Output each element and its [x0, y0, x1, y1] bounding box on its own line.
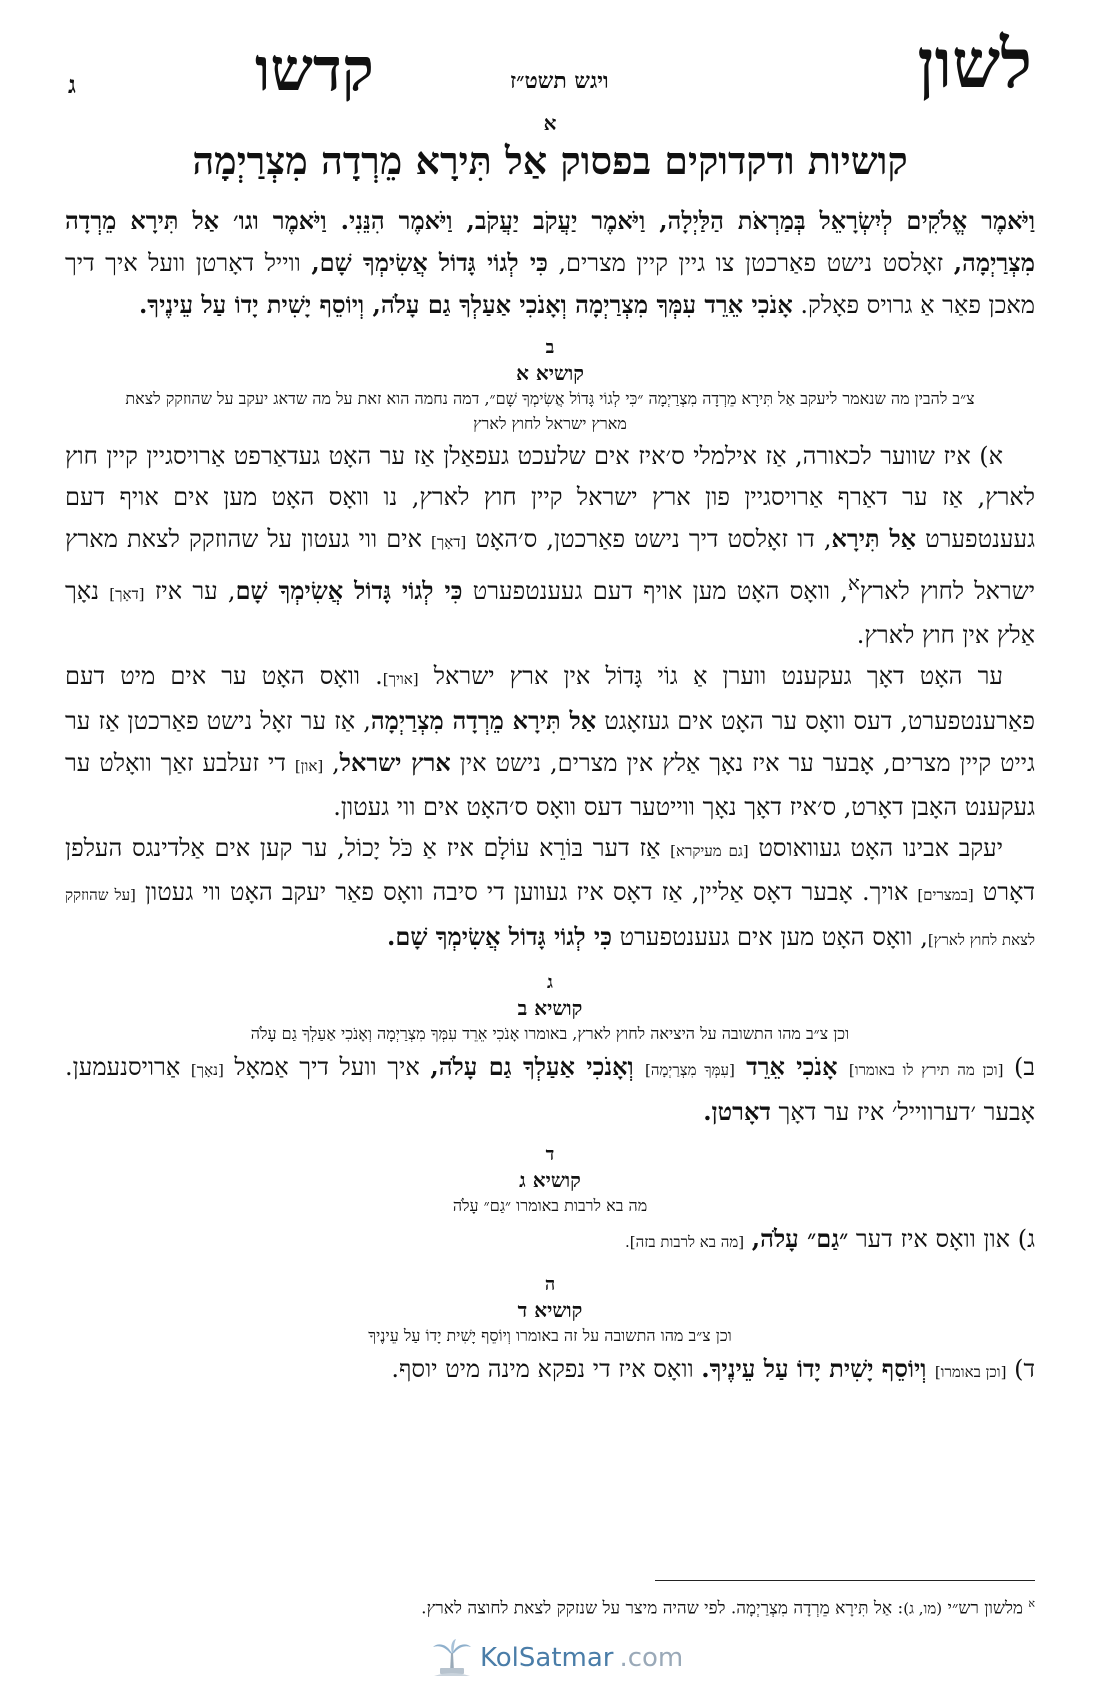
kushya-3-heading: קושיא ג — [519, 1168, 581, 1192]
paragraph-4 — [65, 1046, 1035, 1133]
text-run: , — [323, 749, 340, 777]
bracket-note: [וכן מה תירץ לו באומרו] — [848, 1061, 1004, 1079]
footnote-text: : אַל תִּירָא מֵרְדָה מִצְרַיְמָה. לפי שהיה מיצר על שנזקק לצאת לחוצה לארץ. — [421, 1598, 904, 1619]
footnote-ref[interactable]: א — [847, 571, 860, 595]
text-run: אַרויסנעמען. אָבער ׳דערווייל׳ איז ער דאָך — [65, 1053, 1035, 1126]
bracket-note: [על שהוזקק לצאת לחוץ לארץ] — [65, 886, 1035, 949]
verse-text: זאָלסט נישט פאַרכטן צו גיין קיין מצרים, — [547, 249, 954, 277]
section-letter-h: ה — [544, 1274, 556, 1295]
header-parsha: ויגש תשט״ז — [510, 68, 609, 94]
text-run: , דו זאָלסט דיך נישט פאַרכטן, ס׳האָט — [466, 525, 832, 553]
watermark-domain: .com — [619, 1643, 684, 1673]
text-run: ב) — [1003, 1053, 1035, 1081]
text-run: איך וועל דיך אַמאָל — [223, 1053, 431, 1081]
header-title-left: קדשו — [255, 35, 374, 105]
header-title-right: לשון — [917, 24, 1032, 104]
text-run: וואָס איז די נפקא מינה מיט יוסף. — [391, 1355, 702, 1383]
paragraph-5 — [65, 1218, 1035, 1263]
bracket-note: [אויך] — [382, 670, 419, 688]
text-run — [744, 1225, 752, 1253]
text-run: אויך. אָבער דאָס אַליין, אַז דאָס איז געווען די סיבה וואָס פאַר יעקב האָט ווי געטון — [135, 878, 918, 906]
page-number: ג — [68, 70, 76, 99]
verse-text-2: ווייל דאָרטן וועל איך דיך מאכן פאַר אַ גרויס פאָלק. — [65, 249, 1035, 319]
bold-run: וְאָנֹכִי אַעַלְךָ גַם עָלֹה, — [430, 1052, 646, 1081]
paragraph-1 — [65, 436, 1035, 656]
palm-tree-logo-icon — [430, 1638, 474, 1678]
kushya-4-heading: קושיא ד — [517, 1298, 583, 1322]
kushya-2-note: וכן צ״ב מהו התשובה על היציאה לחוץ לארץ, באומרו אָנֹכִי אֵרֵד עִמְּךָ מִצְרַיְמָה וְאָנֹכִי אַעַלְךָ גַם עָלֹה — [250, 1024, 850, 1043]
bold-run: אַל תִּירָא מֵרְדָה מִצְרַיְמָה — [370, 706, 597, 735]
bracket-note: [דאָך] — [109, 585, 145, 603]
bold-run: אָנֹכִי אֵרֵד — [734, 1052, 849, 1081]
verse-bold-3: אָנֹכִי אֵרֵד עִמְּךָ מִצְרַיְמָה וְאָנֹכִי אַעַלְךָ גַם עָלֹה, וְיוֹסֵף יָשִׁית יָדוֹ עַל עֵינֶיךָ. — [138, 290, 793, 319]
text-run: . וואָס האָט ער אים מיט דעם פאַרענטפערט, דעס וואָס ער האָט אים געזאָגט — [65, 662, 1035, 735]
bold-run: אַל תִּירָא — [831, 524, 917, 553]
section-letter-d: ד — [545, 1144, 555, 1165]
footnote-divider — [655, 1580, 1035, 1581]
footnote-ref: (מו, ג) — [903, 1599, 943, 1618]
kushya-1-heading: קושיא א — [516, 361, 584, 385]
footnote-mark: א — [1028, 1597, 1035, 1610]
text-run: ג) און וואָס איז דער — [848, 1225, 1035, 1253]
bracket-note: [און] — [294, 757, 324, 775]
bold-run: כִּי לְגוֹי גָּדוֹל אֲשִׂימְךָ שָׁם — [235, 576, 463, 605]
kushya-2-heading: קושיא ב — [517, 996, 583, 1020]
text-run: יעקב אבינו האָט געוואוסט — [748, 834, 1004, 862]
verse-paragraph — [65, 200, 1035, 326]
bracket-note: [גם מעיקרא] — [670, 842, 749, 860]
text-run: די זעלבע זאַך וואָלט ער געקענט האָבן דאָרט, ס׳איז דאָך נאָך ווייטער דעס וואָס ס׳האָט אים ווי געטון. — [65, 749, 1035, 821]
section-letter-g: ג — [547, 972, 553, 993]
kushya-3-header — [65, 1143, 1035, 1218]
bold-run: דאָרטן. — [703, 1097, 771, 1126]
verse-bold: וַיֹּאמֶר אֱלֹקִים לְיִשְׂרָאֵל בְּמַרְאֹת הַלַּיְלָה, וַיֹּאמֶר יַעֲקֹב יַעֲקֹב, וַיֹּאמֶר הִנֵּנִי. וַיֹּאמֶר וגו׳ אַל תִּירָא מֵרְדָה מִצְרַיְמָה, — [65, 206, 1035, 277]
text-run: ער האָט דאָך געקענט ווערן אַ גוֹי גָּדוֹל אין ארץ ישראל — [418, 662, 1003, 690]
main-content — [65, 200, 1035, 1393]
footnote-source: מלשון רש״י — [947, 1598, 1023, 1619]
paragraph-6 — [65, 1348, 1035, 1393]
paragraph-2 — [65, 656, 1035, 828]
kushya-4-note: וכן צ״ב מהו התשובה על זה באומרו וְיוֹסֵף יָשִׁית יָדוֹ עַל עֵינֶיךָ — [368, 1326, 732, 1345]
footnote — [60, 1592, 1035, 1621]
text-run: , וואָס האָט מען אים געענטפערט — [611, 923, 928, 951]
page-title: קושיות ודקדוקים בפסוק אַל תִּירָא מֵרְדָה מִצְרַיְמָה — [192, 138, 908, 183]
kushya-4-header — [65, 1273, 1035, 1348]
section-letter-b: ב — [545, 337, 555, 358]
watermark — [430, 1638, 683, 1678]
bracket-note: [נאָך] — [190, 1061, 224, 1079]
text-run: , וואָס האָט מען אויף דעם געענטפערט — [462, 577, 848, 605]
bracket-note: [במצרים] — [917, 886, 974, 904]
verse-bold-2: כִּי לְגוֹי גָּדוֹל אֲשִׂימְךָ שָׁם, — [311, 248, 548, 277]
text-run: ד) — [1006, 1355, 1035, 1383]
running-header — [40, 24, 1060, 120]
bold-run: כִּי לְגוֹי גָּדוֹל אֲשִׂימְךָ שָׁם. — [387, 922, 612, 951]
bracket-note: [וכן באומרו] — [934, 1363, 1007, 1381]
kushya-1-header — [65, 336, 1035, 436]
kushya-1-note: צ״ב להבין מה שנאמר ליעקב אַל תִּירָא מֵרְדָה מִצְרַיְמָה ״כִּי לְגוֹי גָּדוֹל אֲשִׂימְךָ שָׁם״, דמה נחמה הוא זאת על מה שדאג יעקב על שהוזקק לצאת מארץ ישראל לחוץ לארץ — [125, 389, 975, 433]
text-run: א) איז שווער לכאורה, אַז אילמלי ס׳איז אים שלעכט געפאַלן אַז ער האָט געדאַרפט אַרויסגיין קיין חוץ לארץ, אַז ער דאַרף אַרויסגיין פון ארץ ישראל קיין חוץ לארץ, נו וואָס האָט מען אים אויף דעם געענטפערט — [65, 442, 1035, 553]
kushya-2-header — [65, 971, 1035, 1046]
text-run: אים ווי געטון על שהוזקק לצאת מארץ ישראל לחוץ לארץ — [65, 525, 1036, 605]
text-run: , אַז ער זאָל נישט פאַרכטן אַז ער גייט קיין מצרים, אָבער ער איז נאָך אַלץ אין מצרים, נישט אין — [65, 707, 1035, 777]
text-run: אַז דער בּוֹרֵא עוֹלָם איז אַ כֹּל יָכוֹל, ער קען אים אַלדינגס העלפן דאָרט — [65, 834, 1036, 906]
bracket-note: [עִמְּךָ מִצְרַיְמָה] — [645, 1061, 735, 1079]
kushya-3-note: מה בא לרבות באומרו ״גַם״ עָלֹה — [452, 1196, 648, 1215]
bold-run: וְיוֹסֵף יָשִׁית יָדוֹ עַל עֵינֶיךָ. — [701, 1354, 935, 1383]
bracket-note: [דאָך] — [430, 533, 467, 551]
bold-run: ארץ ישראל — [339, 748, 451, 777]
text-run: נאָך אַלץ אין חוץ לארץ. — [65, 577, 1035, 649]
text-run: , ער איז — [144, 577, 236, 605]
watermark-name: KolSatmar — [480, 1643, 614, 1673]
bold-run: ״גַם״ עָלֹה, — [751, 1224, 849, 1253]
section-letter-a: א — [543, 111, 557, 135]
paragraph-3 — [65, 828, 1035, 961]
bracket-note: [מה בא לרבות בזה]. — [624, 1233, 745, 1251]
